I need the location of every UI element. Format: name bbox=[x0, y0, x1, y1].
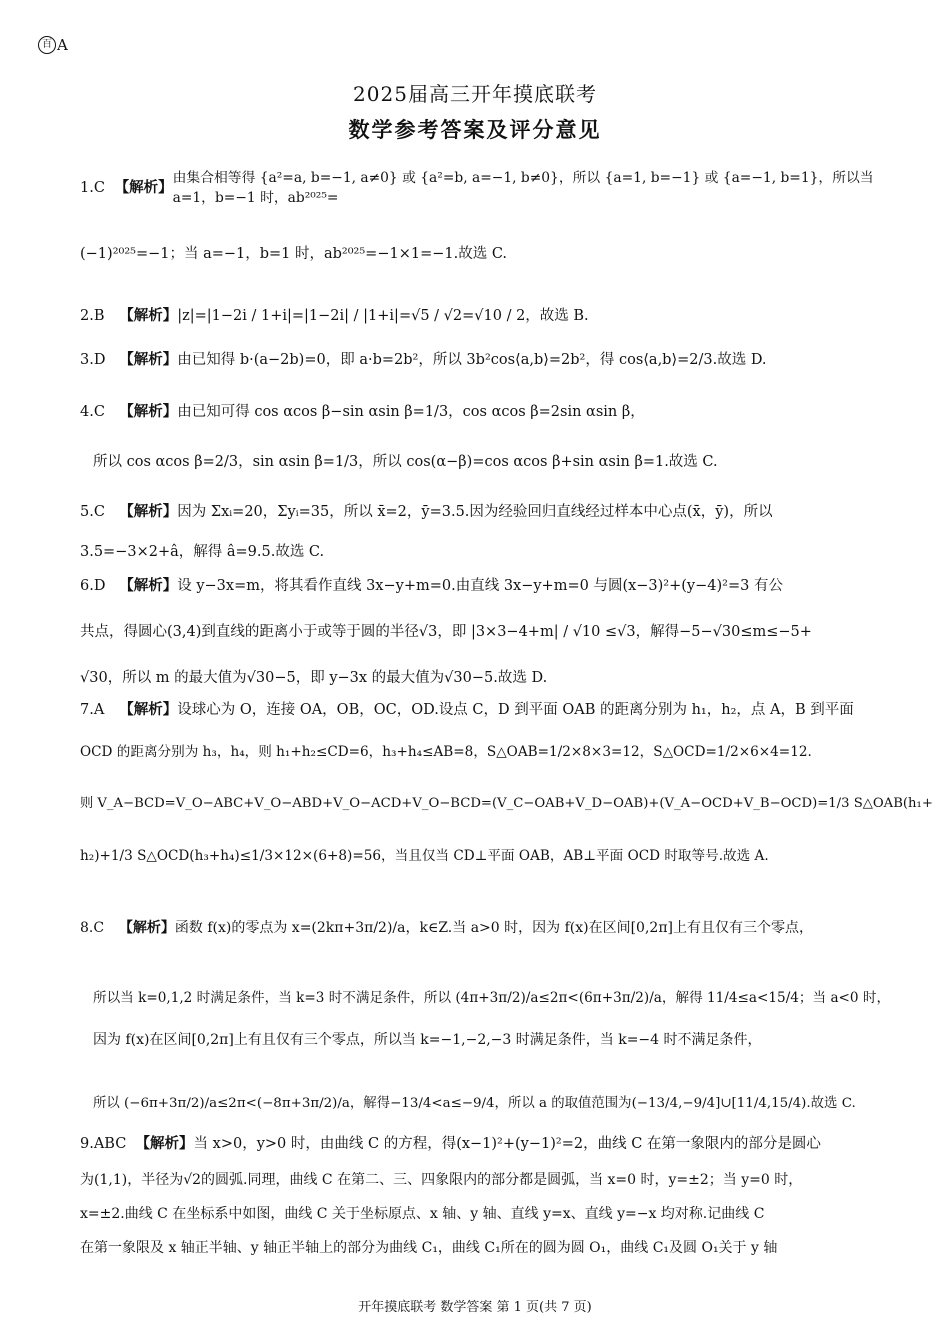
answer-item-6 bbox=[80, 576, 880, 596]
answer-item-9-cont3 bbox=[80, 1238, 880, 1258]
paper-version-badge bbox=[38, 36, 68, 54]
analysis-tag: 【解析】 bbox=[135, 1135, 194, 1152]
answer-item-5 bbox=[80, 502, 880, 522]
answer-text: x=±2.曲线 C 在坐标系中如图，曲线 C 关于坐标原点、x 轴、y 轴、直线 y=x、直线 y=−x 均对称.记曲线 C bbox=[80, 1206, 765, 1222]
answer-number: 4.C bbox=[80, 404, 105, 420]
answer-text: 则 V_A−BCD=V_O−ABC+V_O−ABD+V_O−ACD+V_O−BCD=(V_C−OAB+V_D−OAB)+(V_A−OCD+V_B−OCD)=1/3 S△OAB(h₁+ bbox=[80, 796, 933, 811]
analysis-tag: 【解析】 bbox=[119, 351, 178, 368]
answer-item-9 bbox=[80, 1134, 880, 1154]
answer-text: 函数 f(x)的零点为 x=(2kπ+3π/2)/a，k∈Z.当 a>0 时，因为 f(x)在区间[0,2π]上有且仅有三个零点， bbox=[174, 920, 813, 936]
answer-number: 3.D bbox=[80, 352, 106, 368]
answer-text: OCD 的距离分别为 h₃，h₄，则 h₁+h₂≤CD=6，h₃+h₄≤AB=8，S△OAB=1/2×8×3=12，S△OCD=1/2×6×4=12. bbox=[80, 744, 812, 760]
answer-number: 1.C bbox=[80, 180, 105, 196]
answer-number: 7.A bbox=[80, 702, 105, 718]
exam-title: 2025届高三开年摸底联考 bbox=[353, 82, 597, 106]
answer-number: 6.D bbox=[80, 578, 106, 594]
answer-text: |z|=|1−2i / 1+i|=|1−2i| / |1+i|=√5 / √2=√10 / 2，故选 B. bbox=[177, 308, 589, 324]
answer-text: (−1)²⁰²⁵=−1；当 a=−1，b=1 时，ab²⁰²⁵=−1×1=−1.故选 C. bbox=[80, 246, 508, 262]
answer-number: 5.C bbox=[80, 504, 105, 520]
answer-item-6-cont1 bbox=[80, 622, 880, 642]
analysis-tag: 【解析】 bbox=[119, 307, 178, 324]
analysis-tag: 【解析】 bbox=[119, 503, 178, 520]
answer-text: 由集合相等得 {a²=a, b=−1, a≠0} 或 {a²=b, a=−1, b≠0}，所以 {a=1, b=−1} 或 {a=−1, b=1}，所以当 a=1，b=−1 时，ab²⁰²⁵= bbox=[172, 170, 874, 206]
answer-number: 8.C bbox=[80, 920, 105, 936]
answer-item-8-cont3 bbox=[93, 1094, 880, 1114]
answer-text: 所以 (−6π+3π/2)/a≤2π<(−8π+3π/2)/a，解得−13/4<a≤−9/4，所以 a 的取值范围为(−13/4,−9/4]∪[11/4,15/4).故选 C. bbox=[93, 1096, 856, 1111]
answer-key-title: 数学参考答案及评分意见 bbox=[348, 117, 602, 142]
answer-item-8-cont1 bbox=[93, 988, 891, 1008]
answer-item-1-cont bbox=[80, 244, 880, 264]
answer-text: 因为 Σxᵢ=20，Σyᵢ=35，所以 x̄=2，ȳ=3.5.因为经验回归直线经过样本中心点(x̄，ȳ)，所以 bbox=[177, 504, 773, 520]
answer-text: 设球心为 O，连接 OA，OB，OC，OD.设点 C，D 到平面 OAB 的距离分别为 h₁，h₂，点 A，B 到平面 bbox=[177, 702, 854, 718]
answer-item-1 bbox=[80, 148, 880, 228]
answer-text: 为(1,1)，半径为√2的圆弧.同理，曲线 C 在第二、三、四象限内的部分都是圆弧，当 x=0 时，y=±2；当 y=0 时， bbox=[80, 1172, 803, 1188]
analysis-tag: 【解析】 bbox=[114, 179, 173, 196]
analysis-tag: 【解析】 bbox=[119, 701, 178, 718]
answer-item-5-cont bbox=[80, 542, 880, 562]
analysis-tag: 【解析】 bbox=[119, 577, 178, 594]
answer-item-7-cont3 bbox=[80, 846, 880, 866]
answer-item-4 bbox=[80, 402, 880, 422]
version-letter: A bbox=[57, 36, 68, 54]
answer-number: 9.ABC bbox=[80, 1136, 127, 1152]
answer-text: 所以 cos αcos β=2/3，sin αsin β=1/3，所以 cos(α−β)=cos αcos β+sin αsin β=1.故选 C. bbox=[93, 454, 718, 470]
analysis-tag: 【解析】 bbox=[118, 920, 175, 936]
answer-item-7 bbox=[80, 700, 880, 720]
answer-item-7-cont1 bbox=[80, 742, 880, 762]
answer-text: 由已知得 b·(a−2b)=0，即 a·b=2b²，所以 3b²cos⟨a,b⟩=2b²，得 cos⟨a,b⟩=2/3.故选 D. bbox=[177, 352, 767, 368]
answer-item-8-cont2 bbox=[93, 1030, 880, 1050]
answer-text: h₂)+1/3 S△OCD(h₃+h₄)≤1/3×12×(6+8)=56，当且仅当 CD⊥平面 OAB，AB⊥平面 OCD 时取等号.故选 A. bbox=[80, 848, 769, 864]
answer-text: 共点，得圆心(3,4)到直线的距离小于或等于圆的半径√3，即 |3×3−4+m| / √10 ≤√3，解得−5−√30≤m≤−5+ bbox=[80, 624, 812, 640]
answer-item-6-cont2 bbox=[80, 668, 880, 688]
answer-number: 2.B bbox=[80, 308, 105, 324]
answer-text: 在第一象限及 x 轴正半轴、y 轴正半轴上的部分为曲线 C₁，曲线 C₁所在的圆为圆 O₁，曲线 C₁及圆 O₁关于 y 轴 bbox=[80, 1240, 778, 1256]
answer-text: 当 x>0，y>0 时，由曲线 C 的方程，得(x−1)²+(y−1)²=2，曲线 C 在第一象限内的部分是圆心 bbox=[193, 1136, 821, 1152]
answer-item-8 bbox=[80, 918, 880, 938]
answer-item-3 bbox=[80, 350, 880, 370]
answer-text: 3.5=−3×2+â，解得 â=9.5.故选 C. bbox=[80, 544, 325, 560]
answer-item-9-cont1 bbox=[80, 1170, 880, 1190]
answer-text: 由已知可得 cos αcos β−sin αsin β=1/3，cos αcos β=2sin αsin β， bbox=[177, 404, 645, 420]
answer-item-2 bbox=[80, 306, 880, 326]
version-circle: 百 bbox=[38, 36, 56, 54]
answer-item-4-cont bbox=[93, 452, 880, 472]
analysis-tag: 【解析】 bbox=[119, 403, 178, 420]
answer-item-9-cont2 bbox=[80, 1204, 880, 1224]
page-footer: 开年摸底联考 数学答案 第 1 页(共 7 页) bbox=[358, 1300, 592, 1315]
answer-text: √30，所以 m 的最大值为√30−5，即 y−3x 的最大值为√30−5.故选 D. bbox=[80, 670, 548, 686]
answer-text: 因为 f(x)在区间[0,2π]上有且仅有三个零点，所以当 k=−1,−2,−3 时满足条件，当 k=−4 时不满足条件， bbox=[93, 1032, 762, 1048]
answer-text: 设 y−3x=m，将其看作直线 3x−y+m=0.由直线 3x−y+m=0 与圆(x−3)²+(y−4)²=3 有公 bbox=[177, 578, 783, 594]
answer-text: 所以当 k=0,1,2 时满足条件，当 k=3 时不满足条件，所以 (4π+3π/2)/a≤2π<(6π+3π/2)/a，解得 11/4≤a<15/4；当 a<0 时， bbox=[93, 990, 891, 1006]
answer-item-7-cont2 bbox=[80, 794, 933, 814]
